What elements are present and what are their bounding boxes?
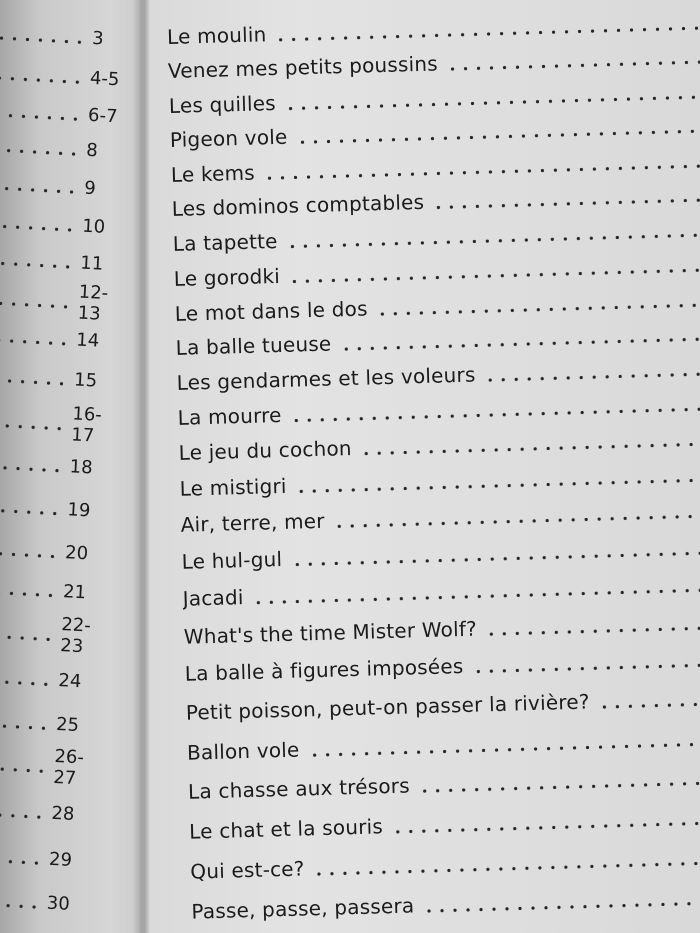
page-number-row	[0, 320, 123, 357]
page-number-row	[0, 446, 116, 483]
leader-dots	[0, 550, 59, 559]
page-number: 28	[50, 802, 75, 825]
leader-dots	[0, 633, 55, 642]
page-number-row	[0, 745, 101, 790]
toc-title: Pigeon vole	[169, 124, 288, 152]
page-number: 12-13	[77, 281, 109, 325]
leader-dots	[0, 36, 86, 45]
toc-title: Passe, passe, passera	[191, 893, 415, 924]
leader-dots	[598, 700, 700, 709]
page-number: 20	[64, 541, 89, 564]
toc-title: Le kems	[170, 160, 256, 187]
page-number: 6-7	[87, 104, 119, 127]
page-number: 25	[55, 713, 80, 736]
leader-dots	[432, 196, 700, 209]
toc-title: Le hul-gul	[181, 546, 283, 574]
page-number-row	[0, 532, 112, 569]
toc-title: La balle tueuse	[175, 331, 332, 360]
leader-dots	[263, 162, 700, 180]
page-number-row	[0, 793, 98, 830]
leader-dots	[0, 811, 45, 820]
leader-dots	[284, 93, 700, 111]
toc-title: Air, terre, mer	[180, 508, 325, 537]
toc-title: Venez mes petits poussins	[167, 51, 439, 83]
toc-title: Les gendarmes et les voleurs	[176, 362, 476, 395]
page-number: 30	[46, 892, 71, 915]
left-page	[0, 0, 140, 933]
toc-title: La mourre	[177, 402, 282, 430]
toc-title: Le mot dans le dos	[174, 296, 368, 326]
leader-dots	[360, 440, 700, 456]
page-number: 14	[75, 328, 100, 352]
toc-title: Les dominos comptables	[171, 189, 425, 221]
page-number-row	[0, 130, 133, 167]
page-number-row	[0, 571, 110, 608]
page-number: 10	[81, 215, 106, 238]
page-number: 4-5	[89, 67, 120, 90]
leader-dots	[295, 476, 700, 494]
leader-dots	[0, 507, 61, 516]
leader-dots	[290, 549, 700, 567]
leader-dots	[446, 58, 700, 71]
leader-dots	[0, 464, 64, 473]
page-number-row	[0, 839, 96, 876]
leader-dots	[422, 899, 700, 913]
page-number: 29	[48, 848, 73, 871]
leader-dots	[0, 186, 78, 195]
leader-dots	[296, 127, 700, 144]
page-number-row	[0, 18, 139, 55]
page-number: 3	[91, 27, 105, 49]
page-number: 19	[66, 498, 91, 521]
toc-title: Jacadi	[182, 585, 244, 611]
toc-title: Le mistigri	[179, 473, 287, 501]
toc-title: Le gorodki	[173, 263, 281, 291]
page-number-row	[0, 704, 103, 741]
leader-dots	[0, 678, 52, 687]
page-number-row	[0, 614, 108, 658]
page-number: 8	[85, 139, 99, 161]
toc-title: Les quilles	[168, 90, 277, 118]
leader-dots	[290, 405, 700, 423]
page-number: 11	[79, 252, 104, 275]
page-number-row	[0, 206, 129, 243]
toc-title: La balle à figures imposées	[184, 653, 464, 686]
leader-dots	[252, 586, 700, 605]
leader-dots	[286, 231, 700, 249]
leader-dots	[313, 859, 700, 876]
page-number-row	[0, 281, 125, 325]
toc-title: Le chat et la souris	[188, 814, 384, 844]
leader-dots	[0, 589, 57, 598]
leader-dots	[0, 148, 80, 157]
page-number-row	[0, 403, 119, 447]
leader-dots	[333, 512, 700, 529]
leader-dots	[0, 765, 48, 774]
page-number: 24	[57, 669, 82, 692]
leader-dots	[0, 224, 76, 233]
leader-dots	[0, 377, 68, 386]
leader-dots	[485, 624, 700, 636]
toc-title: Le jeu du cochon	[178, 435, 353, 465]
right-page	[166, 0, 700, 933]
gutter-shadow	[132, 0, 150, 933]
leader-dots	[0, 338, 70, 347]
leader-dots	[0, 422, 66, 431]
leader-dots	[0, 722, 50, 731]
leader-dots	[472, 661, 700, 674]
toc-title: Le moulin	[166, 22, 267, 49]
page-number: 9	[83, 177, 97, 199]
page-number-row	[0, 95, 135, 132]
leader-dots	[275, 24, 700, 42]
leader-dots	[339, 335, 700, 351]
leader-dots	[0, 113, 82, 122]
toc-title: What's the time Mister Wolf?	[183, 616, 478, 649]
toc-title: Ballon vole	[186, 737, 300, 765]
leader-dots	[418, 779, 700, 793]
leader-dots	[391, 819, 700, 834]
page-number: 21	[62, 580, 87, 603]
toc-title: La chasse aux trésors	[187, 773, 411, 804]
page-number: 22-23	[59, 614, 92, 658]
page-number-row	[0, 489, 114, 526]
leader-dots	[484, 370, 700, 382]
leader-dots	[308, 740, 700, 757]
leader-dots	[0, 301, 72, 310]
leader-dots	[376, 301, 700, 316]
page-number: 16-17	[70, 403, 103, 447]
page-number: 18	[69, 455, 94, 478]
page-number: 26-27	[52, 745, 85, 790]
leader-dots	[0, 76, 84, 85]
leader-dots	[0, 261, 74, 270]
page-number-row	[0, 360, 121, 397]
page-number-row	[0, 883, 94, 920]
toc-title: Petit poisson, peut-on passer la rivière?	[185, 689, 590, 725]
page-number: 15	[73, 368, 98, 392]
leader-dots	[0, 901, 41, 910]
toc-title: La tapette	[172, 228, 278, 256]
leader-dots	[288, 266, 700, 284]
page-number-row	[0, 243, 127, 280]
page-number-row	[0, 58, 137, 95]
toc-title: Qui est-ce?	[190, 856, 305, 884]
leader-dots	[0, 857, 43, 866]
page-number-row	[0, 660, 105, 697]
page-number-row	[0, 168, 131, 205]
